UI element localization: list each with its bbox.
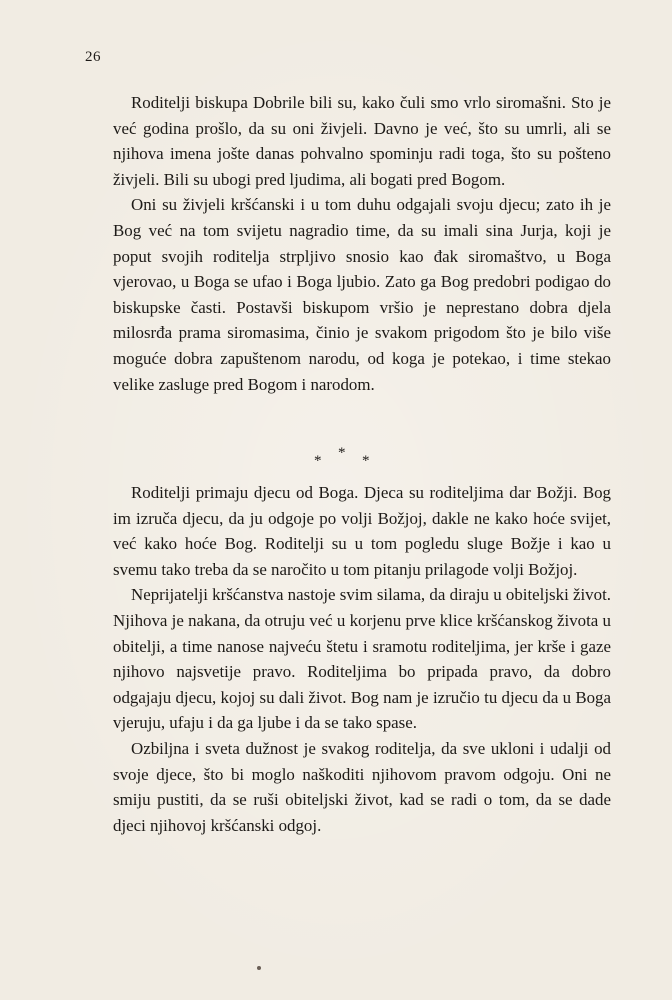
- ink-dot: [257, 966, 261, 970]
- asterisk: *: [314, 453, 322, 469]
- paragraph: Oni su živjeli kršćanski i u tom duhu odgajali svoju djecu; zato ih je Bog već na tom svijetu nagradio time, da su imali sina Jurja, koji je poput svojih roditelja strpljivo snosio kao đak siromaštvo, u Boga vjerovao, u Boga se ufao i Boga ljubio. Zato ga Bog predobri podigao do biskupske časti. Postavši biskupom vršio je neprestano dobra djela milosrđa prama siromasima, činio je svakom prigodom što je bilo više moguće dobra zapuštenom narodu, od koga je potekao, i time stekao velike zasluge pred Bogom i narodom.: [113, 195, 611, 394]
- section-roditelji: [113, 480, 611, 838]
- paragraph: Ozbiljna i sveta dužnost je svakog roditelja, da sve ukloni i udalji od svoje djece, što bi moglo naškoditi njihovom pravom odgoju. Oni ne smiju pustiti, da se ruši obiteljski život, kad se radi o tom, da se dade djeci njihovoj kršćanski odgoj.: [113, 738, 611, 835]
- section-separator: [306, 445, 386, 475]
- paragraph: Roditelji biskupa Dobrile bili su, kako čuli smo vrlo siromašni. Sto je već godina prošlo, da su oni živjeli. Davno je već, što su umrli, ali se njihova imena jošte danas pohvalno spominju radi toga, što su pošteno živjeli. Bili su ubogi pred ljudima, ali bogati pred Bogom.: [113, 93, 611, 189]
- paragraph: Roditelji primaju djecu od Boga. Djeca su roditeljima dar Božji. Bog im izruča djecu, da ju odgoje po volji Božjoj, dakle ne kako hoće svijet, već kako hoće Bog. Roditelji su u tom pogledu sluge Božje i kao u svemu tako treba da se naročito u tom pitanju prilagode volji Božjoj.: [113, 483, 611, 579]
- asterisk: *: [362, 453, 370, 469]
- section-biskup-dobrila: [113, 90, 611, 397]
- asterisk: *: [338, 445, 346, 461]
- paragraph: Neprijatelji kršćanstva nastoje svim silama, da diraju u obiteljski život. Njihova je nakana, da otruju već u korjenu prve klice kršćanskog života u obitelji, a time nanose najveću štetu i sramotu roditeljima, jer krše i gaze njihovo najsvetije pravo. Roditeljima bo pripada pravo, da dobro odgajaju djecu, kojoj su dali život. Bog nam je izručio tu djecu da u Boga vjeruju, ufaju i da ga ljube i da se tako spase.: [113, 585, 611, 733]
- page-number: 26: [85, 49, 101, 65]
